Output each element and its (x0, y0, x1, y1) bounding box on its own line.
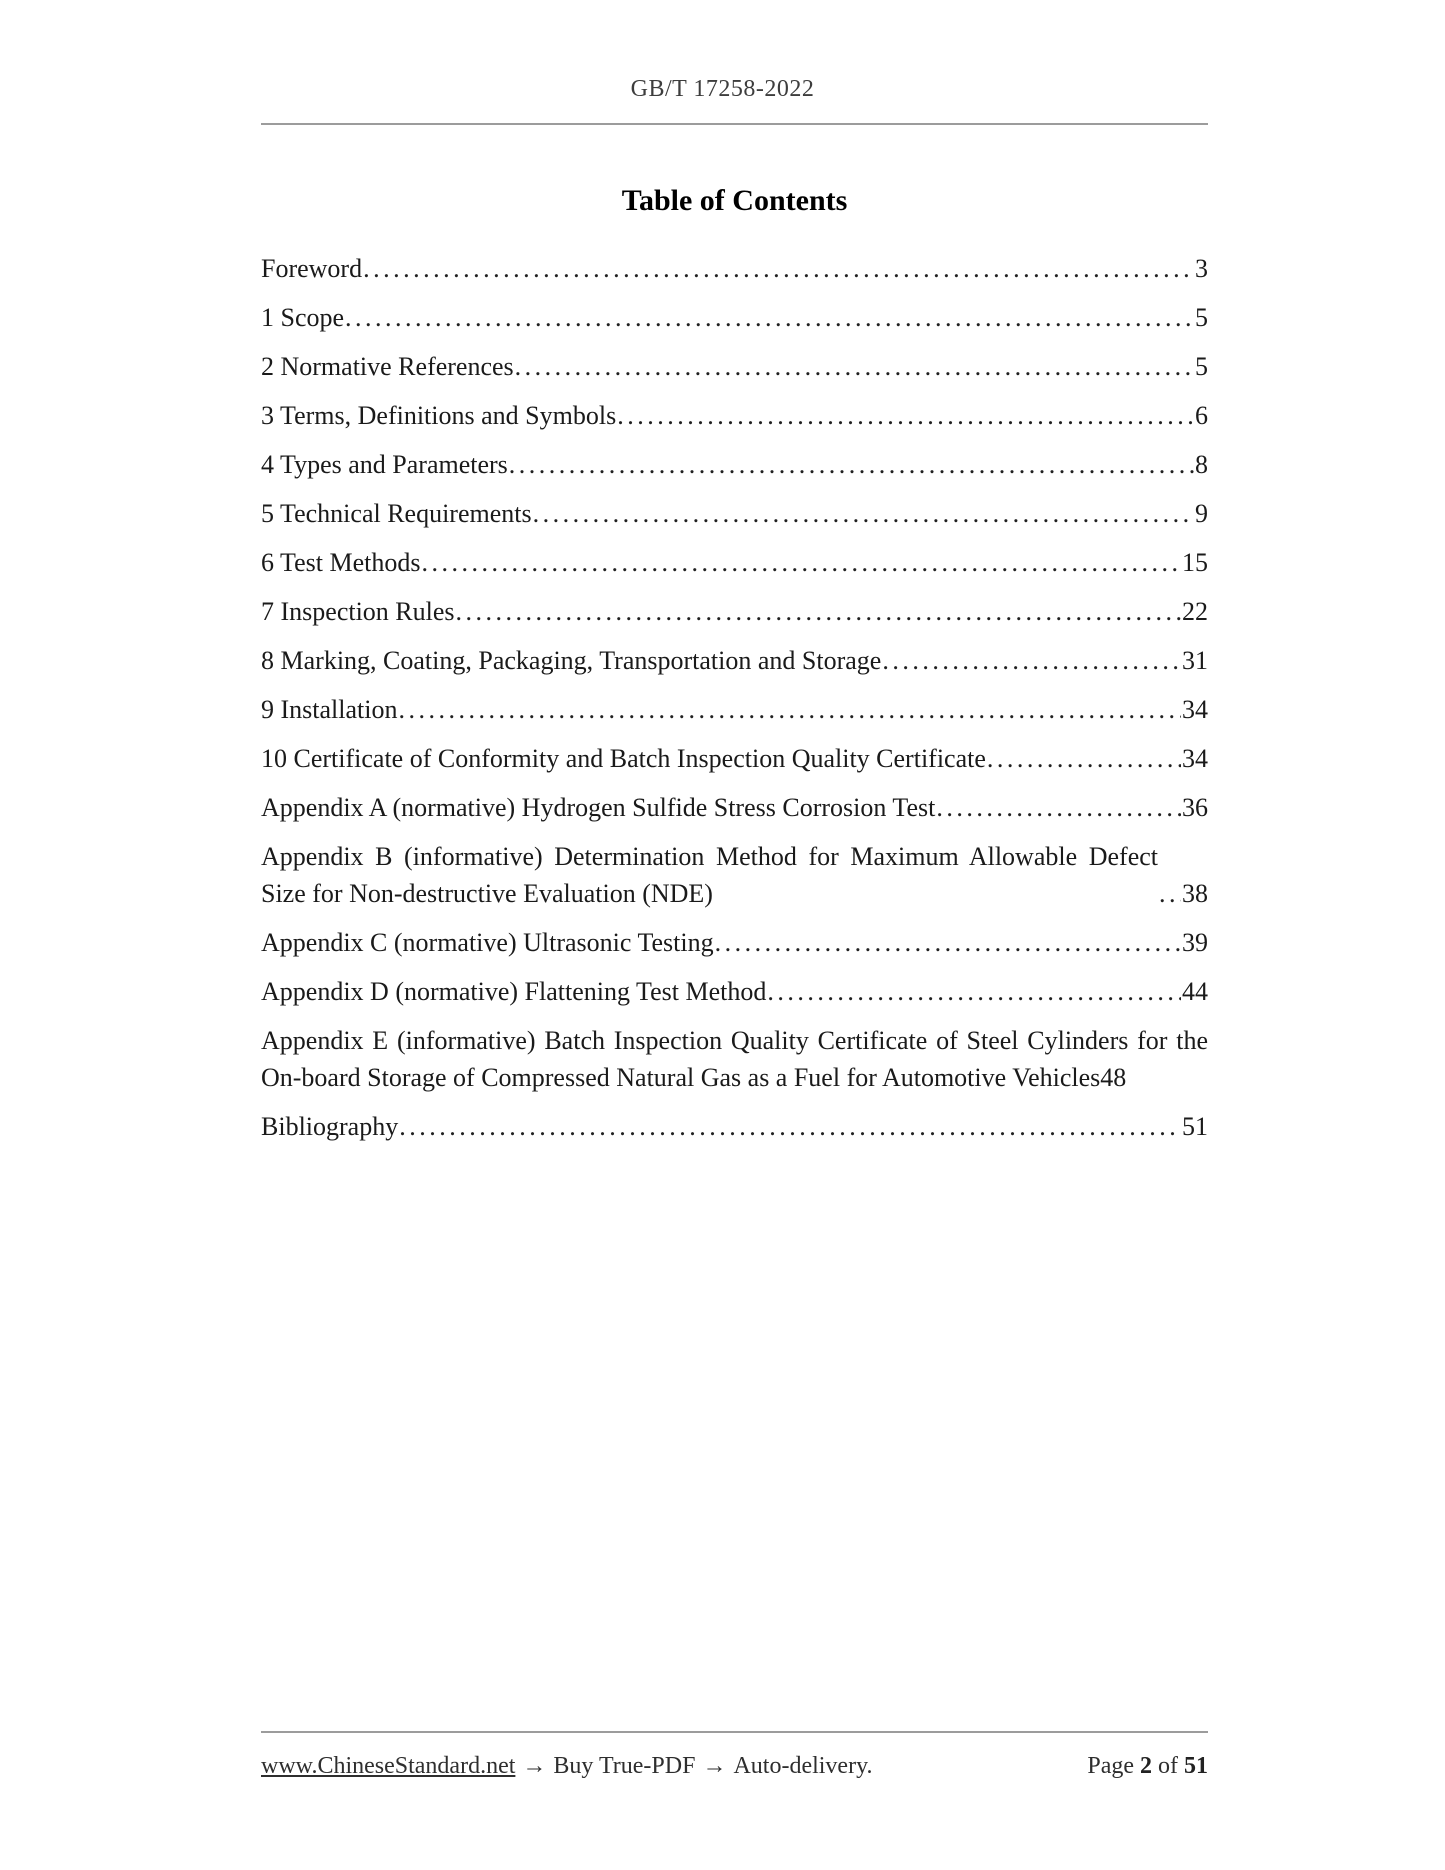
arrow-icon: → (702, 1753, 727, 1779)
toc-entry-label: Bibliography (261, 1112, 399, 1141)
toc-entry-leader (987, 740, 1181, 777)
footer-divider (261, 1731, 1208, 1733)
toc-entry (261, 446, 1208, 483)
standard-number: GB/T 17258-2022 (630, 76, 815, 102)
toc-entry-page: 36 (1182, 793, 1208, 822)
toc-entry-label: Appendix B (informative) Determination Method for Maximum Allowable Defect Size for Non-destructive Evaluation (NDE) (261, 842, 1158, 908)
page-indicator-total: 51 (1184, 1753, 1208, 1779)
toc-entry (261, 691, 1208, 728)
toc-entry (261, 924, 1208, 961)
toc-entry-label: 1 Scope (261, 303, 345, 332)
toc-entry-leader (509, 446, 1194, 483)
toc-entry-page: 6 (1195, 401, 1208, 430)
toc-entry-leader (363, 250, 1194, 287)
toc-entry-page: 51 (1182, 1112, 1208, 1141)
toc-entry-label: 5 Technical Requirements (261, 499, 532, 528)
toc-entry (261, 1108, 1208, 1145)
toc-entry-page: 38 (1182, 879, 1208, 908)
toc-entry (261, 250, 1208, 287)
toc-entry-page: 9 (1195, 499, 1208, 528)
toc-entry-label: 7 Inspection Rules (261, 597, 455, 626)
footer (261, 1748, 1208, 1784)
page-indicator-current: 2 (1140, 1753, 1152, 1779)
toc-entry-page: 22 (1182, 597, 1208, 626)
toc-entry-label: 10 Certificate of Conformity and Batch Inspection Quality Certificate (261, 744, 986, 773)
toc-entry-leader (456, 593, 1181, 630)
toc-entry-page: 48 (1100, 1063, 1127, 1092)
toc-entry-page: 15 (1182, 548, 1208, 577)
toc-entry (261, 789, 1208, 826)
toc-entry-label: 3 Terms, Definitions and Symbols (261, 401, 617, 430)
toc-entry-label: 9 Installation (261, 695, 398, 724)
toc-entry-leader (345, 299, 1194, 336)
toc-entry-label: 6 Test Methods (261, 548, 421, 577)
toc-entry-page: 34 (1182, 744, 1208, 773)
toc-entry (261, 299, 1208, 336)
running-header (0, 76, 1445, 103)
toc-entry-page: 31 (1182, 646, 1208, 675)
toc-entry-label: Foreword (261, 254, 363, 283)
toc-entry-leader (715, 924, 1181, 961)
toc-entry-leader (421, 544, 1181, 581)
toc-entry (261, 740, 1208, 777)
toc-entry (261, 495, 1208, 532)
toc-entry-leader (398, 691, 1181, 728)
page-indicator-of: of (1158, 1753, 1178, 1779)
page-indicator-label: Page (1087, 1753, 1134, 1779)
toc-entry-label: Appendix D (normative) Flattening Test Method (261, 977, 767, 1006)
toc-entry (261, 397, 1208, 434)
toc-entry-leader (533, 495, 1194, 532)
toc-entry-label: 8 Marking, Coating, Packaging, Transportation and Storage (261, 646, 882, 675)
toc-entry-leader (882, 642, 1181, 679)
toc-entry-page: 3 (1195, 254, 1208, 283)
toc-entry-leader (767, 973, 1181, 1010)
footer-promo (261, 1748, 873, 1784)
header-divider (261, 123, 1208, 125)
toc-entry-label: 2 Normative References (261, 352, 514, 381)
toc-entry (261, 973, 1208, 1010)
arrow-icon: → (522, 1753, 547, 1779)
toc-entry-label: 4 Types and Parameters (261, 450, 508, 479)
toc-entry-leader (617, 397, 1194, 434)
toc-entry-page: 34 (1182, 695, 1208, 724)
toc-entry-page: 44 (1182, 977, 1208, 1006)
toc-entry-leader (399, 1108, 1181, 1145)
toc-entry-label: Appendix E (informative) Batch Inspection Quality Certificate of Steel Cylinders for the On-board Storage of Compressed Natural Gas as a Fuel for Automotive Vehicles (261, 1026, 1208, 1092)
toc-entry-label: Appendix C (normative) Ultrasonic Testing (261, 928, 714, 957)
website-link[interactable]: www.ChineseStandard.net (261, 1753, 516, 1779)
toc-entry (261, 544, 1208, 581)
footer-step-delivery: Auto-delivery. (733, 1753, 873, 1779)
toc-entry-page: 5 (1195, 352, 1208, 381)
toc-entry (261, 1022, 1208, 1096)
toc-entry (261, 838, 1208, 912)
footer-step-buy: Buy True-PDF (553, 1753, 696, 1779)
toc-entry-label: Appendix A (normative) Hydrogen Sulfide Stress Corrosion Test (261, 793, 936, 822)
toc-entry-page: 5 (1195, 303, 1208, 332)
toc-entry-leader (1159, 875, 1181, 912)
toc-entry-page: 39 (1182, 928, 1208, 957)
toc-entry (261, 642, 1208, 679)
page-indicator (1087, 1748, 1208, 1784)
toc-entry-leader (936, 789, 1181, 826)
toc-entry-page: 8 (1195, 450, 1208, 479)
page-title: Table of Contents (621, 184, 848, 217)
table-of-contents (261, 250, 1208, 1157)
toc-entry (261, 348, 1208, 385)
toc-entry (261, 593, 1208, 630)
toc-entry-leader (515, 348, 1194, 385)
